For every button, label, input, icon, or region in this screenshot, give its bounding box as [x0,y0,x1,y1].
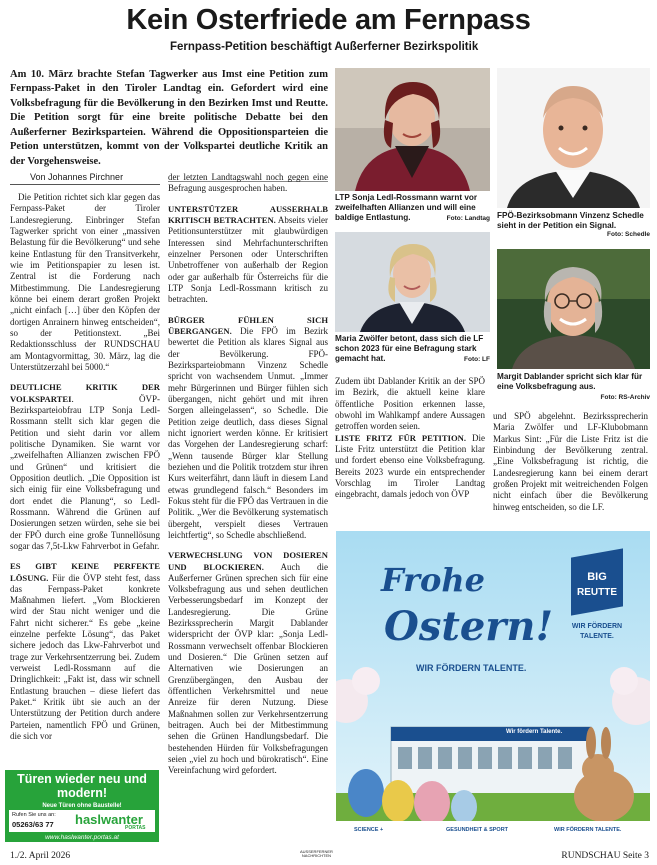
logo-line: AUSSERFERNER [300,849,333,854]
photo-credit: Foto: Schedle [607,231,650,238]
photo-caption: Margit Dablander spricht sich klar für eine Volksbefragung aus. [497,372,643,391]
section-heading: LISTE FRITZ FÜR PETITION. [335,432,467,443]
paragraph: und SPÖ abgelehnt. Bezirkssprecherin Maria Zwölfer und LF-Klubobmann Markus Sint: „Für die Liste Fritz ist die Einbindung der Bevölkerung zentral. „Eine Volksbefragung ist richtig, die Landesregierung kann bei einem derart großen Projekt mit weitreichenden Folgen nicht einfach über die Bevölkerung hinweg entscheiden, so die LF. [493,411,648,512]
paragraph-text: . ÖVP-Bezirksparteiobfrau LTP Sonja Ledl-Rossmann stellt sich klar gegen die Petition und sieht darin vor allem politische Dynamiken. Sie warnt vor „zweifelhaften Allianzen zwischen FPÖ und Grünen“ und kritisiert die Opposition deutlich. „Die Opposition ist sich einig für eine Volksbefragung und dort endet die Planung“, so Ledl-Rossmann. Während die Grünen auf Dosierungen setzen würden, sehe sie bei der FPÖ durch eine große Tunnellösung sogar das 7,5t-Lkw Fahrverbot in Gefahr. [10,393,160,551]
photo-caption: LTP Sonja Ledl-Rossmann warnt vor zweifelhaften Allianzen und will eine baldige Entlastung. [335,193,478,222]
article-column-2 [168,172,328,777]
paragraph [335,433,485,501]
ad-easter-big-reutte[interactable] [336,531,650,842]
portrait-image [335,68,490,191]
ad-url[interactable]: www.haslwanter.portas.at [45,834,119,841]
lead-paragraph: Am 10. März brachte Stefan Tagwerker aus Imst eine Petition zum Fernpass-Paket in den Tiroler Landtag ein. Gefordert wird eine Volksbefragung für die Bevölkerung in den Bezirken Imst und Reutte. Die Petition sorgt für eine breite politische Debatte bei den Außerferner Bezirksparteien. Während die Oppositionsparteien die Petion unterstützen, kommt von der Volkspartei deutliche Kritik an der Vorgehensweise. [10,69,328,167]
big-reutte-logo [561,553,633,663]
paragraph-text: Die Liste Fritz unterstützt die Petition klar und fordert ebenso eine Volksbefragung. Bereits 2023 wurde ein entsprechender Vorschlag im Tiroler Landtag eingebracht, damals jedoch von ÖVP [335,432,485,500]
article-column-4 [493,411,648,513]
paragraph-text: Auch die Außerferner Grünen sprechen sich für eine Volksbefragung aus und sehen deutlichen Verbesserungsbedarf im Konzept der Landesregierung. Die Grüne Bezirkssprecherin Margit Dablander widerspricht der ÖVP klar: „Sonja Ledl-Rossmann verwechselt offenbar Blockieren und Dosieren.“ Die Grünen setzen auf Alternativen wie Dosierungen an Grenzübergängen, den Ausbau der öffentlichen Verkehrsmittel und neue Anreize für deren Nutzung. Diese Maßnahmen sollen zur Verkehrsentzerrung beitragen. Auch bei der Mitbestimmung sehen die Grünen Handlungsbedarf. Die bestehenden Hürden für Volksbefragungen seien „viel zu hoch und bürokratisch“. Eine Vereinfachung wird gefordert. [168,561,328,776]
paragraph [10,382,160,552]
paragraph [168,550,328,777]
ad-contact-box [9,810,155,832]
photo-dablander [497,249,650,369]
photo-credit: Foto: RS-Archiv [600,394,650,401]
ad-call-label: Rufen Sie uns an: [12,812,56,818]
easter-headline-2: Ostern! [384,603,554,650]
photo-caption: FPÖ-Bezirksobmann Vinzenz Schedle sieht in der Petition ein Signal. [497,211,644,230]
ad-title: Türen wieder neu und modern! [17,772,147,800]
paragraph-text: Abseits vieler Petitionsunterstützer mit glaubwürdigen Interessen sind Mehrfachunterschriften einzelner Personen oder Unterschriften Unbetroffener von außerhalb der Region oder gar außerhalb für Österreichs für die LTP Sonja Ledl-Rossmann kritisch zu betrachten. [168,214,328,305]
section-heading: DEUTLICHE KRITIK DER VOLKSPARTEI [10,382,160,404]
photo-caption: Maria Zwölfer betont, dass sich die LF schon 2023 für eine Befragung stark gemacht hat. [335,334,484,363]
paragraph: der letzten Landtagswahl noch gegen eine Befragung ausgesprochen haben. [168,172,328,194]
logo-top: BIG [587,571,607,583]
easter-headline-1: Frohe [381,561,485,599]
publication-logo [300,850,333,859]
paragraph: Zudem übt Dablander Kritik an der SPÖ im Bezirk, die aktuell keine klare öffentliche Position erkennen lasse, obwohl im Wahlkampf andere Aussagen getroffen worden seien. [335,376,485,432]
ad-phone[interactable]: 05263/63 77 [12,820,54,829]
portrait-image [497,68,650,208]
paragraph [168,315,328,542]
section-heading: ES GIBT KEINE PERFEKTE LÖSUNG. [10,561,160,583]
page-number: RUNDSCHAU Seite 3 [561,851,649,861]
issue-date: 1./2. April 2026 [10,851,71,861]
ad-brand-sub: PORTAS [125,825,146,831]
subheadline: Fernpass-Petition beschäftigt Außerferner Bezirkspolitik [170,41,479,53]
photo-credit: Foto: LF [464,356,490,363]
ad-brand-logo: haslwanter [75,812,143,827]
ad-haslwanter[interactable] [5,770,159,842]
headline: Kein Osterfriede am Fernpass [126,4,531,36]
photo-credit: Foto: Landtag [446,215,490,222]
portrait-image [335,232,490,332]
paragraph-text: Die FPÖ im Bezirk bewertet die Petition als klares Signal aus der Bevölkerung. FPÖ-Bezirksparteiobmann Vinzenz Schedle spricht von wachsendem Unmut. „Immer mehr Bürgerinnen und Bürger fühlen sich übergangen, nicht gehört und mit ihren Sorgen alleingelassen“, so Schedle. Die Petition zeige deutlich, dass dieses Signal nicht ignoriert werden könne. Er kritisiert das Vorgehen der Landesregierung scharf: „Wenn tausende Bürger klar Stellung beziehen und die Politik trotzdem stur ihren Kurs weiterfährt, dann läuft in diesem Land etwas grundlegend falsch.“ Besonders im Fokus steht für die FPÖ das Vertrauen in die Politik. „Wer die Bevölkerung systematisch übergeht, verspielt dieses Vertrauen leichtfertig“, so Schedle abschließend. [168,325,328,540]
portrait-image [497,249,650,369]
logo-line: NACHRICHTEN [301,853,332,859]
article-column-1 [10,192,160,742]
easter-footer-item: WIR FÖRDERN TALENTE. [554,827,622,833]
ad-tagline: Neue Türen ohne Baustelle! [42,802,122,809]
section-heading: BÜRGER FÜHLEN SICH ÜBERGANGEN. [168,314,328,336]
logo-slogan-2: TALENTE. [580,633,614,640]
easter-footer-item: SCIENCE + [354,827,384,833]
page-footer [0,850,657,865]
logo-slogan-1: WIR FÖRDERN [571,623,623,630]
photo-schedle [497,68,650,208]
paragraph [10,561,160,742]
article-column-3 [335,376,485,501]
logo-name: REUTTE [577,587,617,598]
paragraph: Die Petition richtet sich klar gegen das Fernpass-Paket der Tiroler Landesregierung. Einbringer Stefan Tagwerker spricht von einer „massiven Belastung für die Bevölkerung“ und sehe keine Entlastung für den Transitverkehr, wie im Petitionspapier zu lesen ist. Zentral ist die Forderung nach Mitbestimmung. Die Landesregierung könne bei einem derart großen Projekt „nicht einfach […] über den Köpfen der dortigen Anrainern hinweg entscheiden“, so der Petitionstext. „Bei Redaktionsschluss der RUNDSCHAU am Montagvormittag, 30. März, lag die Unterstützerzahl bei 5000.“ [10,192,160,372]
section-heading: UNTERSTÜTZER AUSSERHALB KRITISCH BETRACHTEN. [168,203,328,225]
byline: Von Johannes Pirchner [10,172,160,185]
photo-zwoelfer [335,232,490,332]
section-heading: VERWECHSLUNG VON DOSIEREN UND BLOCKIEREN. [168,550,328,572]
easter-slogan: WIR FÖRDERN TALENTE. [416,663,527,673]
building-sign: Wir fördern Talente. [506,729,563,735]
paragraph-text: Für die ÖVP steht fest, dass das Fernpass-Paket konkrete Maßnahmen liefert. „Vom Blockieren wird der Stau nicht weniger und die Fahrt nicht sicherer.“ Es gebe „keine einzelne perfekte Lösung“, das Paket sichere jedoch das Lkw-Fahrverbot und trage zur Verkehrsentzerrung bei. Zudem verweist Ledl-Rossmann auf die Dringlichkeit: „Fakt ist, dass wir schnell Entlastung brauchen – diese liefert das Paket.“ Kritik übt sie auch an der Unterstützung der Petition durch andere Parteien, namentlich FPÖ und Grünen, die sich vor [10,572,160,742]
easter-footer-item: GESUNDHEIT & SPORT [446,827,509,833]
photo-ledl-rossmann [335,68,490,191]
paragraph [168,204,328,306]
